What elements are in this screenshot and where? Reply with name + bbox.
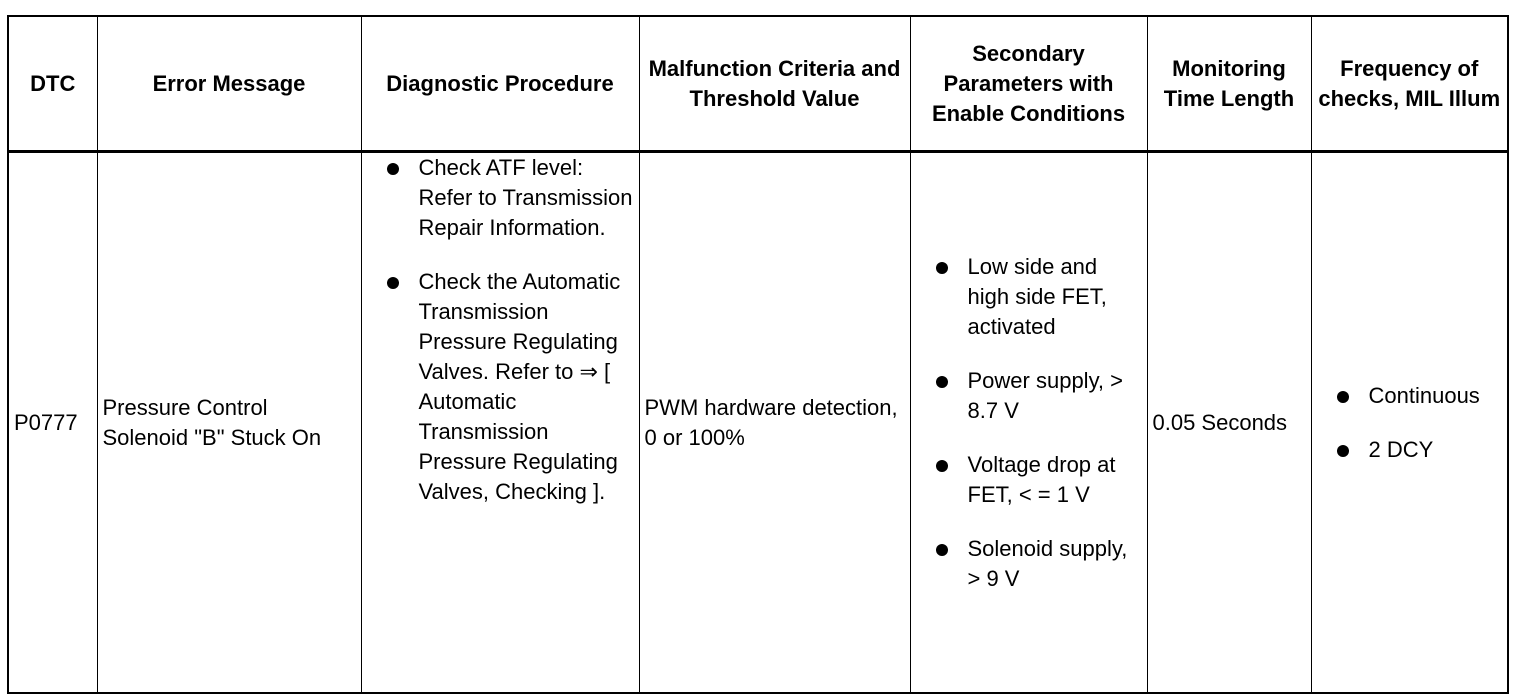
list-item <box>916 366 1142 426</box>
cell-frequency <box>1311 152 1508 694</box>
header-diagnostic-procedure: Diagnostic Procedure <box>361 16 639 152</box>
list-item <box>916 450 1142 510</box>
cell-dtc: P0777 <box>8 152 97 694</box>
list-item <box>367 153 634 243</box>
header-secondary-parameters: Secondary Parameters with Enable Conditions <box>910 16 1147 152</box>
frequency-list <box>1317 381 1503 465</box>
list-item <box>916 534 1142 594</box>
cell-error-message: Pressure Control Solenoid "B" Stuck On <box>97 152 361 694</box>
cell-monitoring-time: 0.05 Seconds <box>1147 152 1311 694</box>
list-item <box>916 252 1142 342</box>
frequency-text: Continuous <box>1368 382 1480 408</box>
diagnostic-procedure-list <box>367 153 634 507</box>
frequency-text: 2 DCY <box>1368 436 1434 462</box>
table-row <box>8 152 1508 694</box>
table-body <box>8 152 1508 694</box>
header-frequency: Frequency of checks, MIL Illum <box>1311 16 1508 152</box>
header-error-message: Error Message <box>97 16 361 152</box>
dtc-table <box>7 15 1509 694</box>
parameter-text: Power supply, > 8.7 V <box>967 367 1124 423</box>
parameter-text: Low side and high side FET, activated <box>967 253 1107 339</box>
bullet-icon <box>936 460 948 472</box>
cell-diagnostic-procedure <box>361 152 639 694</box>
table-header <box>8 16 1508 152</box>
header-monitoring-time: Monitoring Time Length <box>1147 16 1311 152</box>
header-malfunction-criteria: Malfunction Criteria and Threshold Value <box>639 16 910 152</box>
bullet-icon <box>387 163 399 175</box>
secondary-parameters-list <box>916 252 1142 594</box>
cell-secondary-parameters <box>910 152 1147 694</box>
procedure-step-text: Check ATF level: Refer to Transmission Repair Information. <box>418 155 633 240</box>
parameter-text: Solenoid supply, > 9 V <box>967 535 1128 591</box>
bullet-icon <box>387 277 399 289</box>
bullet-icon <box>936 262 948 274</box>
bullet-icon <box>1337 445 1349 457</box>
header-row <box>8 16 1508 152</box>
parameter-text: Voltage drop at FET, < = 1 V <box>967 451 1116 507</box>
list-item <box>1317 435 1503 465</box>
list-item <box>367 267 634 507</box>
bullet-icon <box>1337 391 1349 403</box>
bullet-icon <box>936 544 948 556</box>
cell-malfunction-criteria: PWM hardware detection, 0 or 100% <box>639 152 910 694</box>
bullet-icon <box>936 376 948 388</box>
header-dtc: DTC <box>8 16 97 152</box>
list-item <box>1317 381 1503 411</box>
procedure-step-text: Check the Automatic Transmission Pressure Regulating Valves. Refer to ⇒ [ Automatic Transmission Pressure Regulating Valves, Checking ]. <box>418 269 621 504</box>
